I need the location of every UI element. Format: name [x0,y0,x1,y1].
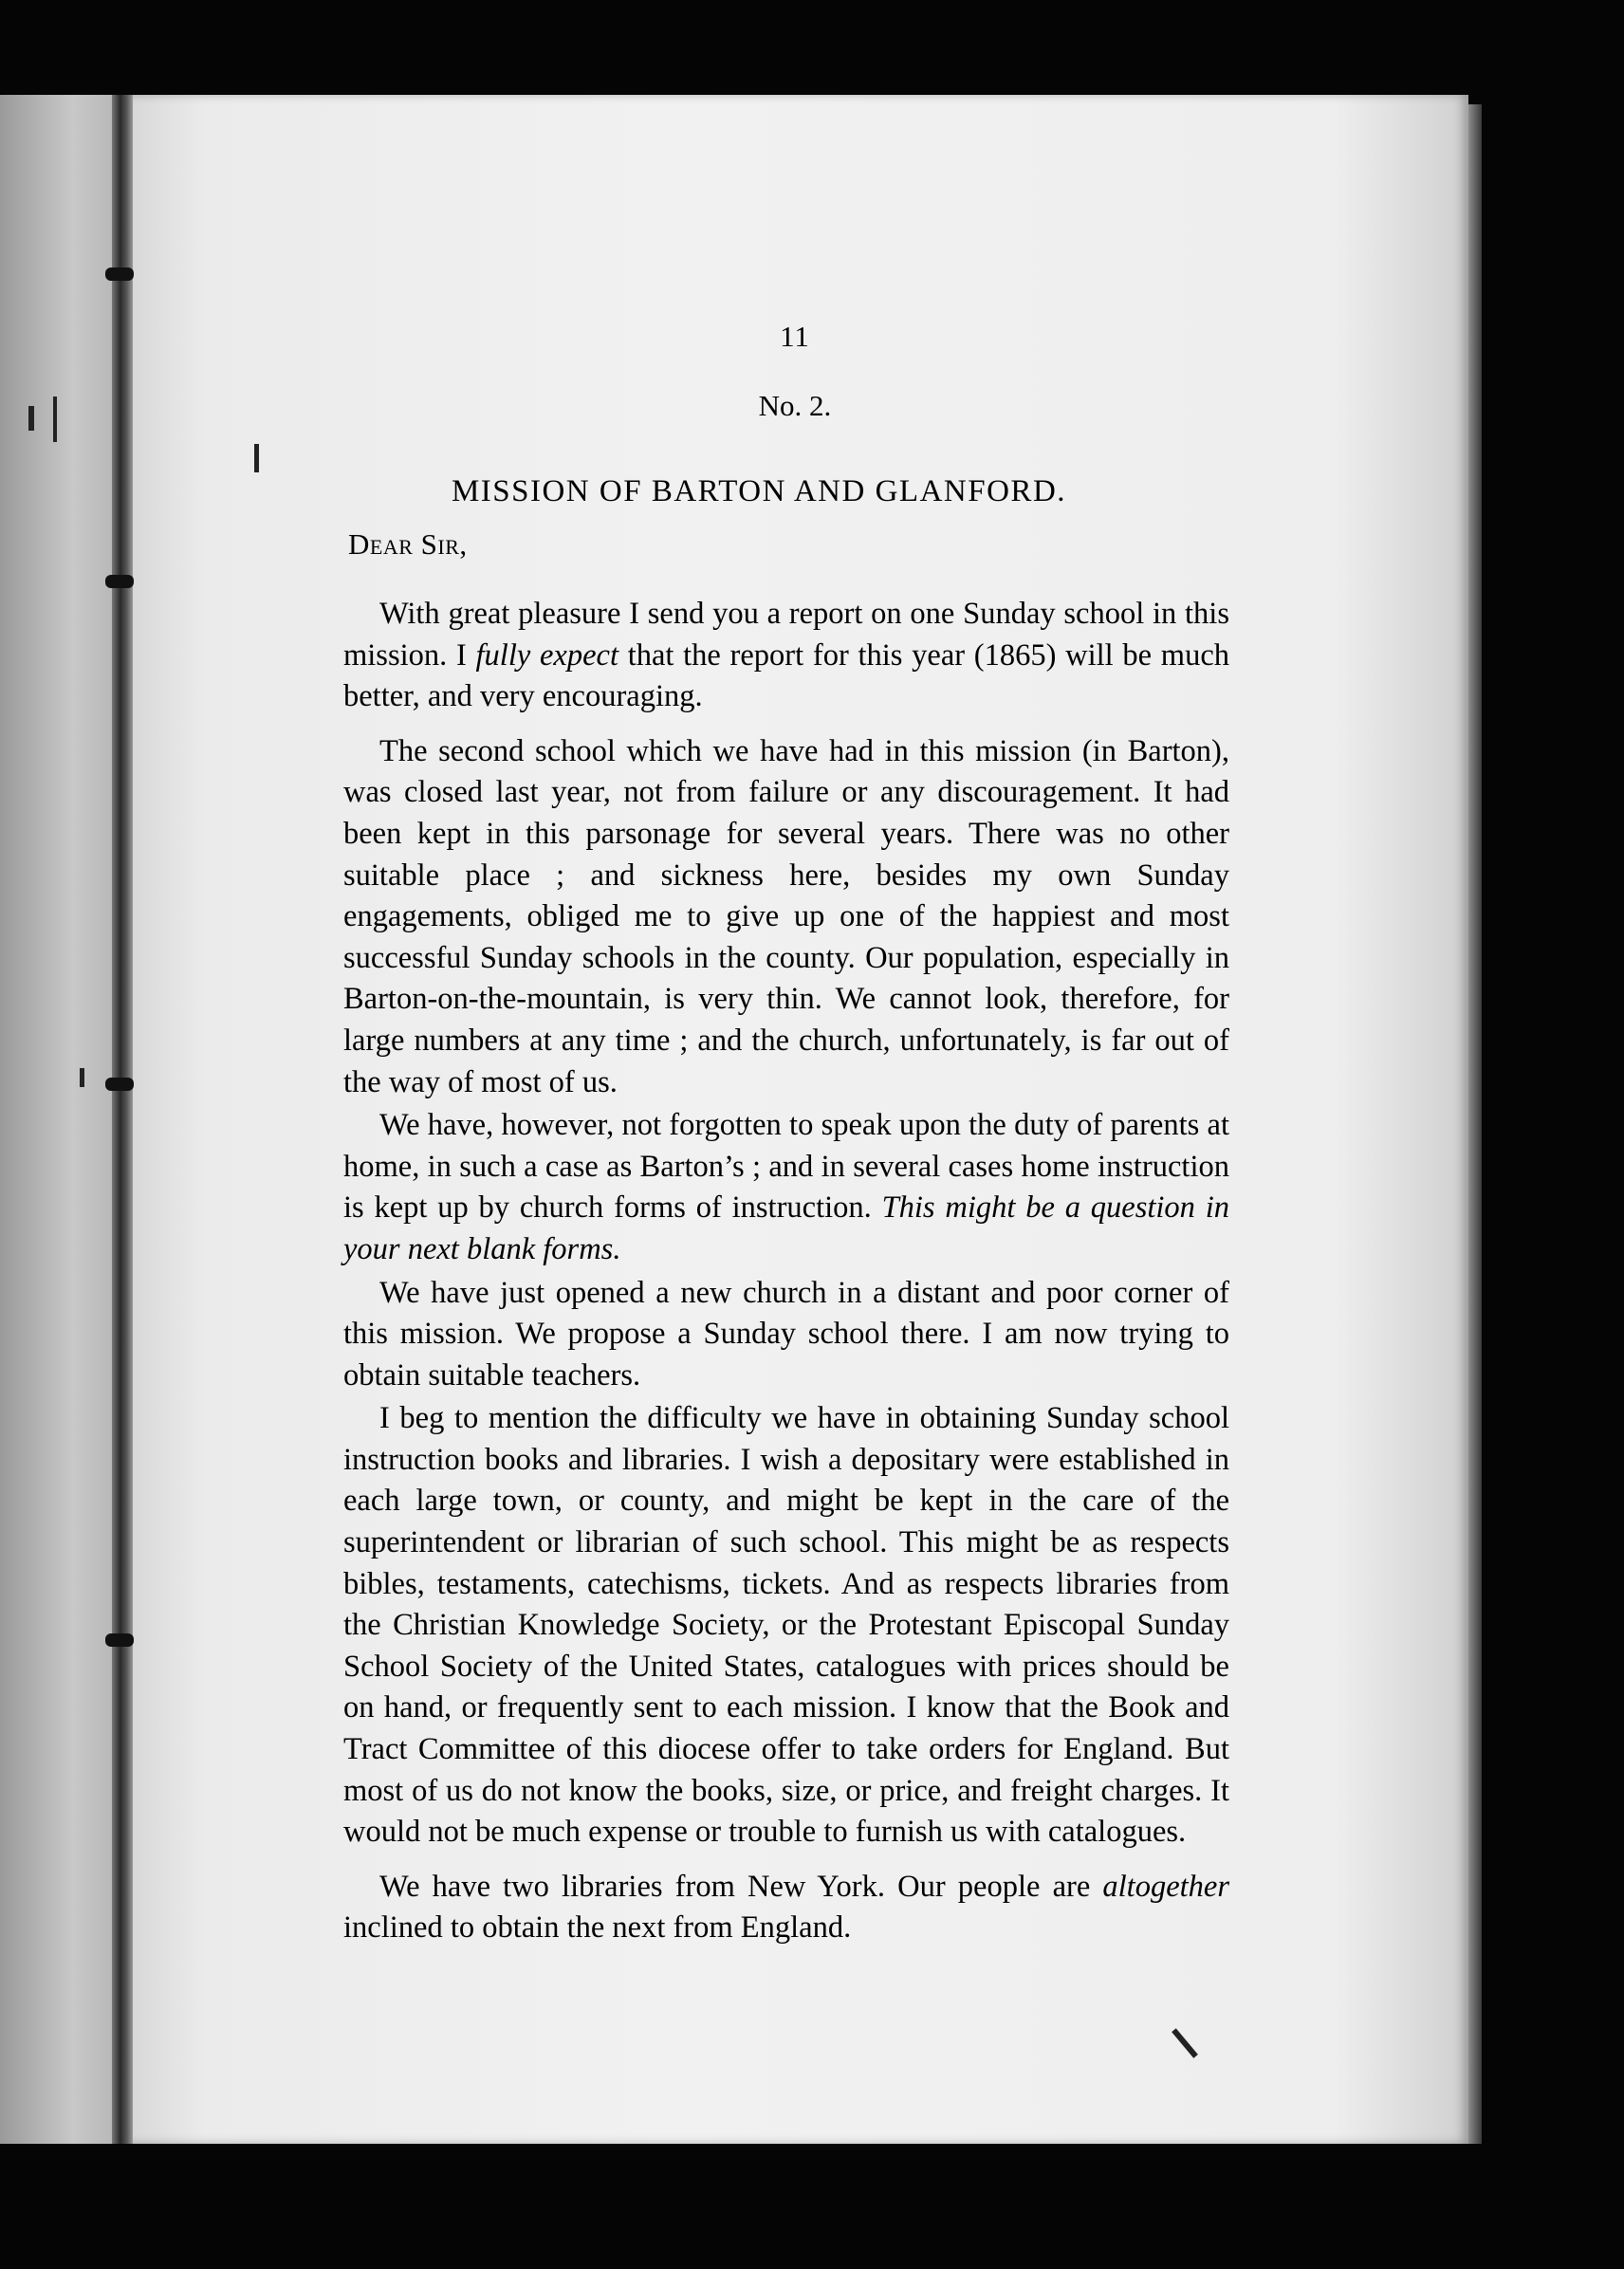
facing-page-edge [0,95,121,2144]
body-paragraph [343,594,1229,718]
document-number: No. 2. [758,389,832,422]
italic-text: fully expect [475,637,618,673]
ink-mark [28,406,34,431]
salutation: Dear Sir, [348,527,468,561]
body-paragraph [343,1273,1229,1397]
ink-mark [53,397,57,442]
paragraph-text: The second school which we have had in this mission (in Barton), was closed last year, not from failure or any discouragement. It had been kept in this parsonage for several years. There was no other suitable place ; and sickness here, besides my own Sunday engagements, obliged me to give up one of the happiest and most successful Sunday schools in the county. Our population, especially in Barton-on-the-mountain, is very thin. We cannot look, therefore, for large numbers at any time ; and the church, unfortunately, is far out of the way of most of us. [343,733,1229,1099]
page-shadow-edge [1468,104,1482,2144]
binding-stitch [105,267,134,281]
body-paragraph [343,1398,1229,1854]
body-paragraph [343,1105,1229,1270]
page-title: MISSION OF BARTON AND GLANFORD. [451,474,1067,509]
ink-mark [254,444,259,472]
italic-text: altogether [1102,1869,1229,1904]
paragraph-text: inclined to obtain the next from England. [343,1910,852,1946]
paragraph-text: We have, however, not forgotten to speak upon the duty of parents at home, in such a case as Barton’s ; and in several cases home instruction is kept up by church forms of instruction. [343,1108,1229,1226]
paragraph-text: I beg to mention the difficulty we have in obtaining Sunday school instruction books and libraries. I wish a depositary were established in each large town, or county, and might be kept in the care of the superintendent or librarian of such school. This might be as respects bibles, testaments, catechisms, tickets. And as respects libraries from the Christian Knowledge Society, or the Protestant Episcopal Sunday School Society of the United States, catalogues with prices should be on hand, or frequently sent to each mission. I know that the Book and Tract Committee of this diocese offer to take orders for England. But most of us do not know the books, size, or price, and freight charges. It would not be much expense or trouble to furnish us with catalogues. [343,1401,1229,1850]
binding-spine [112,95,133,2144]
paragraph-text: that the report for this year (1865) will be much better, and very encouraging. [343,637,1229,714]
binding-stitch [105,575,134,588]
page-number: 11 [780,320,810,353]
paragraph-text: We have two libraries from New York. Our people are [379,1869,1103,1904]
body-paragraph [343,731,1229,1103]
binding-stitch [105,1078,134,1091]
ink-mark [80,1068,84,1087]
binding-stitch [105,1633,134,1647]
paragraph-text: With great pleasure I send you a report on one Sunday school in this mission. I [343,597,1229,673]
paragraph-text: We have just opened a new church in a distant and poor corner of this mission. We propose a Sunday school there. I am now trying to obtain suitable teachers. [343,1275,1229,1393]
body-paragraph [343,1867,1229,1949]
letter-body [343,594,1229,1949]
italic-text: This might be a question in your next blank forms. [343,1190,1229,1266]
